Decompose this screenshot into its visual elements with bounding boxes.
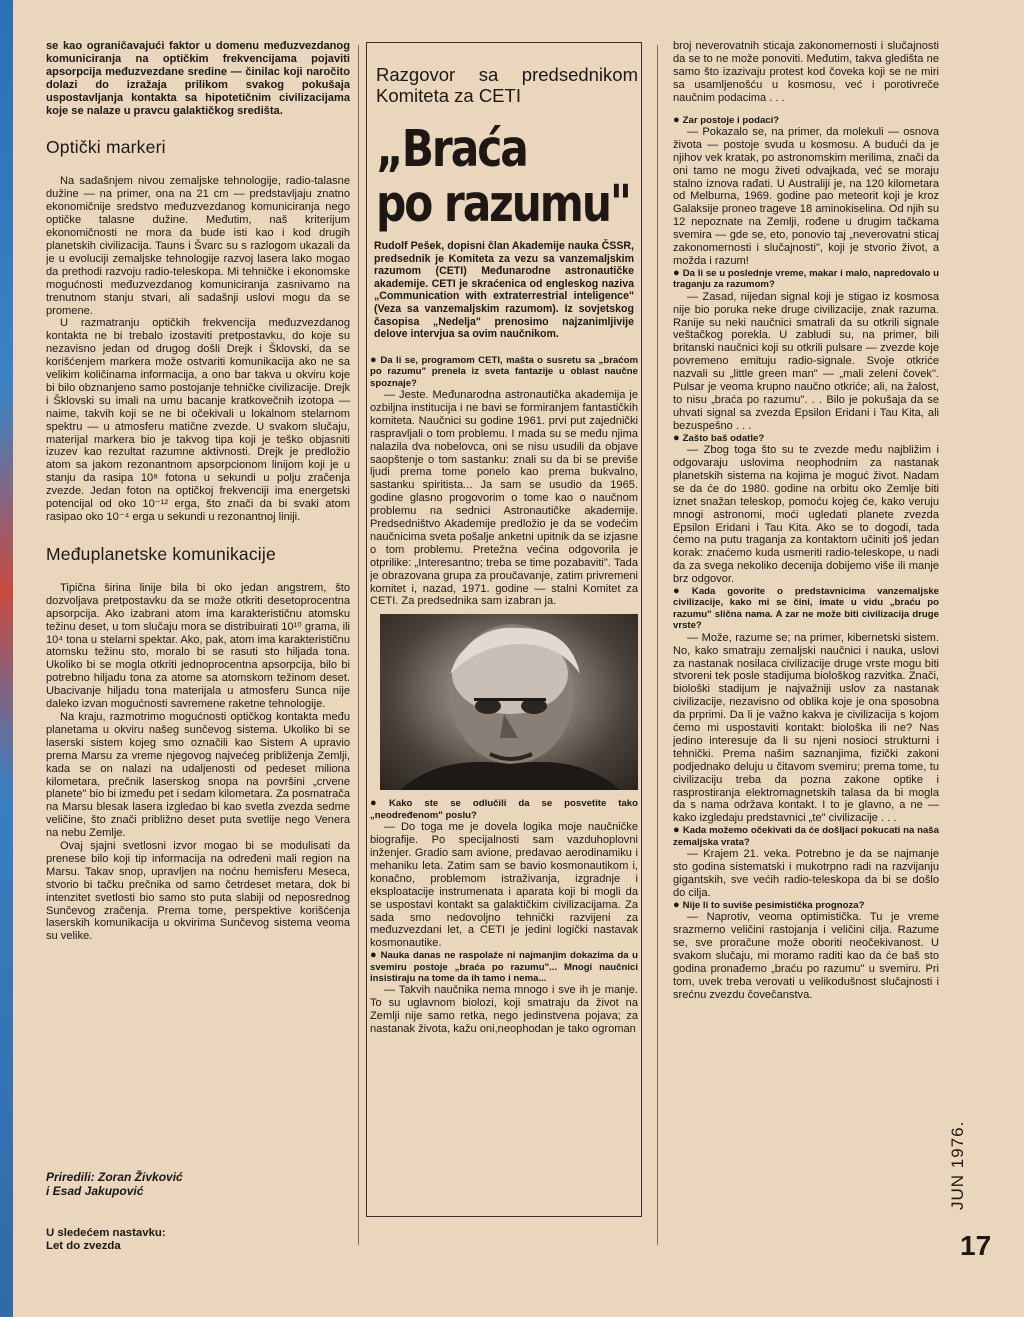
paragraph: U razmatranju optičkih frekvencija međuzvezdanog kontakta ne bi trebalo izostaviti pretpostavku, do koje su nezavisno jedan od drugog došli Drejk i Šklovski, da se korišćenjem markera može ostvariti komunikacija ako ne sa velikim količinama informacija, a ono bar takva u okviru koje bi bilo obznanjeno samo postojanje tehničke civilizacije. Drejk i Šklovski su imali na umu bacanje kratkovečnih izotopa — naime, takvih koji se ne bi očekivali u lokalnom stelarnom spektru — u atmosferu matične zvezde. U svakom slučaju, materijal markera bio je takvog tipa koji je teško objasniti izuzev kao rezultat razumne aktivnosti. Drejk je predložio atom sa jakom rezonantnom apsorpcionom linijom koji je u stanju da rasipa 10⁸ fotona u sekundi u polju zračenja zvezde. Jedan foton na optičkoj frekvenciji ima energetski potencijal od oko 10⁻¹² erga, što znači da bi svaki atom rasipao oko 10⁻⁴ erga u sekundi u rezonantnoj liniji. [46, 317, 350, 523]
question: ● Da li se u poslednje vreme, makar i malo, napredovalo u traganju za razumom? [673, 266, 939, 291]
section-heading-interplanetary: Međuplanetske komunikacije [46, 543, 276, 564]
answer: — Zasad, nijedan signal koji je stigao iz kosmosa nije bio poruka neke druge civilizacije, znak razuma. Ranije su neki naučnici smatrali da su otkrili signale veštačkog porekla. U zabludi su, na primer, bili britanski naučnici koji su otkrili pulsare — zvezde koje povremeno emituju radio-signale. Svoje otkriće nazvali su „little green man" — „mali zeleni čovek". Pulsar je veoma krupno naučno otkriće; ali, na žalost, to nisu „braća po razumu". . . Bilo je pokušaja da se uhvati signal sa zvezda Epsilon Eridani i Tau Kita, ali bezuspešno . . . [673, 290, 939, 432]
answer: — Naprotiv, veoma optimistička. Tu je vreme srazmerno veličini rastojanja i veličini cilja. Razume se, sve proračune može oboriti neočekivanost. U svakom slučaju, mi moramo raditi kao da će baš sto godina pronađemo „braću po razumu" u svemiru. Pri tom, uvek treba verovati u velikodušnost slučajnosti i srećnu zvezdu čovečanstva. [673, 911, 939, 1001]
column-left [46, 40, 350, 1280]
headline-line: „Braća [376, 120, 527, 179]
answer: — Takvih naučnika nema mnogo i sve ih je manje. To su uglavnom biolozi, koji smatraju da život na Zemlji nije samo retka, nego jedinstvena pojava; za nastanak života, kažu oni,neophodan je tako ogroman [370, 984, 638, 1036]
paragraph: se kao ograničavajući faktor u domenu međuzvezdanog komuniciranja na optičkim frekvencijama pojaviti apsorpcija međuzvezdane sredine — činilac koji naročito dolazi do izražaja prilikom svakog pokušaja uspostavljanja kontakta sa hipotetičnim civilizacijama koje se nalaze u pravcu galaktičkog središta. [46, 40, 350, 117]
bullet-icon: ● [673, 431, 680, 444]
author-credit [46, 1170, 346, 1198]
bullet-icon: ● [673, 113, 680, 126]
paragraph: Na kraju, razmotrimo mogućnosti optičkog kontakta među planetama u okviru našeg sunčevog sistema. Ukoliko bi se laserski sistem kojeg smo označili kao Sistem A upravio prema Marsu za vreme njegovog najvećeg približenja Zemlji, kada se on nalazi na udaljenosti od pedeset miliona kilometara, prečnik laserskog snopa na površini „crvene planete" bio bi između pet i sedam kilometara. Za posmatrača na Marsu blesak lasera izgledao bi kao svetla zvezda sedme veličine, što znači približno deset puta svetlije nego Venera na nebu Zemlje. [46, 710, 350, 840]
question: ● Nije li to suviše pesimistička prognoza? [673, 898, 865, 911]
question: ● Da li se, programom CETI, mašta o susretu sa „braćom po razumu" prenela iz sveta fantazije u oblast naučne spoznaje? [370, 353, 638, 389]
question: ● Kada govorite o predstavnicima vanzemaljske civilizacije, kako mi se čini, imate u vidu „braću po razumu" slična nama. A zar ne može biti civilizacija druge vrste? [673, 585, 939, 632]
paragraph: Na sadašnjem nivou zemaljske tehnologije, radio-talasne dužine — na primer, ona na 21 cm — predstavljaju znatno ekonomičnije sredstvo međuzvezdanog komuniciranja nego optičke talasne dužine. Međutim, naš kriterijum ekonomičnosti ne mora da bude isti kao i kod drugih planetskih civilizacija. Tauns i Švarc su s razlogom ukazali da je u evoluciji zemaljske tehnologije razvoj lasera lako mogao da prethodi razvoju radio-teleskopa. Mi tehničke i ekonomske mogućnosti međuzvezdanog komuniciranja zasnivamo na trenutnom stanju stvari, ali sadašnji uslovi mogu da se promene. [46, 175, 350, 317]
interview-title: Razgovor sa predsednikom Komiteta za CETI [376, 64, 638, 106]
credit-line: i Esad Jakupović [46, 1184, 144, 1198]
headline [376, 120, 630, 234]
bullet-icon: ● [370, 949, 378, 962]
issue-date: JUN 1976. [948, 1120, 967, 1210]
interview-intro: Rudolf Pešek, dopisni član Akademije nauka ČSSR, predsednik je Komiteta za vezu sa vanzemaljskim razumom (CETI) Međunarodne astronautičke akademije. CETI je skraćenica od engleskog naziva „Communication with extraterrestrial inteligence" (Veza sa vanzemaljskim razumom). Iz sovjetskog časopisa „Nedelja" prenosimo najzanimljivije delove intervjua sa ovim naučnikom. [374, 240, 634, 341]
bullet-icon: ● [673, 266, 680, 279]
bullet-icon: ● [370, 797, 386, 810]
column-interview [370, 40, 638, 1270]
page-number: 17 [960, 1230, 992, 1261]
section-heading-optical-markers: Optički markeri [46, 137, 166, 158]
portrait-photo [380, 614, 638, 790]
paragraph: Tipična širina linije bila bi oko jedan angstrem, što dozvoljava pretpostavku da se može otkriti desetoprocentna apsorpcija. Ako izabrani atom ima karakterističnu atomsku težinu deset, u tom slučaju mora se distribuirati 10¹⁰ grama, ili 10⁴ tona u stelarni spektar. Ako, pak, atom ima karakterističnu atomsku težinu sto, moralo bi se rasuti sto hiljada tona. Ukoliko bi se mogla otkriti jednoprocentna apsorpcija, bilo bi potrebno hiljadu tona za atome sa atomskom težinom deset. Ubacivanje hiljadu tona materijala u atmosferu Sunca nije daleko izvan mogućnosti savremene raketne tehnologije. [46, 581, 350, 711]
page-edge-strip [0, 0, 13, 1317]
bullet-icon: ● [673, 585, 689, 598]
column-divider [358, 45, 359, 1245]
next-installment-note [46, 1227, 346, 1253]
answer: — Zbog toga što su te zvezde među najbližim i odgovaraju uslovima neophodnim za nastanak planetskih sistema na kojima je moguć život. Nadam se da će do 1980. godine na orbitu oko Zemlje biti iznet snažan teleskop, pomoću kojeg će, kako veruju mnogi astronomi, moći ugledati planete zvezda Epsilon Eridani i Tau Kita. Ako se to dogodi, tada ćemo na putu traganja za kontaktom učiniti još jedan korak: znaćemo kuda usmeriti radio-teleskope, u nadi da za svega nekoliko decenija dobijemo više ili manje brz odgovor. [673, 444, 939, 586]
paragraph: Ovaj sjajni svetlosni izvor mogao bi se modulisati da prenese bilo koji tip informacija na određeni mali region na Marsu. Takav snop, upravljen na noćnu hemisferu Meseca, stvorio bi tačku prečnika od samo četrdeset metara, dok bi intenzitet svetlosti bio samo sto puta slabiji od neposrednog Sunčevog zračenja. Prema tome, perspektive korišćenja laserskih komunikacija u okvirima Sunčevog sistema veoma su velike. [46, 840, 350, 943]
bullet-icon: ● [673, 824, 680, 837]
answer: — Može, razume se; na primer, kibernetski sistem. No, kako smatraju zemaljski naučnici i nauka, uslovi za nastanak nosilaca civilizacije druge vrste mogu biti stvoreni tek posle stadijuma biološkog razvitka. Znači, biološki stadijum je najvažniji uslov za nastanak civilizacije, nezavisno od oblika koje je ona sposobna da prprimi. Da li je važno kakva je civilizacija s kojom ćemo mi uspostaviti kontakt: biološka ili ne? Nas jedino interesuje da li su njeni nosioci strukturni i tehnički. Prema našim saznanjima, fizički zakoni podjednako deluju u čitavom svemiru; prema tome, tu civilizaciju treba da pozna zakone optike i rasprostiranja elektromagnetskih talasa da bi mogla da s nama održava kontakt. I to je glavno, a ne — kako izgledaju predstavnici „te" civilizacije . . . [673, 631, 939, 825]
question: ● Nauka danas ne raspolaže ni najmanjim dokazima da u svemiru postoje „braća po razumu"... Mnogi naučnici insistiraju na tome da ih tamo i nema... [370, 949, 638, 985]
paragraph: broj neverovatnih sticaja zakonomernosti i slučajnosti da se to ne može ponoviti. Međutim, takva gledišta ne samo što izazivaju protest kod čoveka koji se ne miri sa usamljenošću u kosmosu, već i porotivreče naučnim podacima . . . [673, 40, 939, 104]
question: ● Kako ste se odlučili da se posvetite tako „neodređenom" poslu? [370, 797, 638, 821]
answer: — Krajem 21. veka. Potrebno je da se najmanje sto godina sistematski i mukotrpno radi na razvijanju gigantskih, sve većih radio-teleskopa da bi se došlo do cilja. [673, 848, 939, 899]
next-label: U sledećem nastavku: [46, 1227, 166, 1239]
column-right [673, 40, 939, 1270]
answer: — Jeste. Međunarodna astronautička akademija je ozbiljna institucija i ne bavi se formiranjem fantastičkih komiteta. Naučnici su godine 1961. prvi put zajednički raspravljali o tom problemu. I mada su se među njima nalazila dva nobelovca, oni se nisu usudili da objave saopštenje o tom sastanku: znali su da bi se previše ljudi prema tome ponelo kao prema bukvalno, sastanku spiritista... Ja sam se usudio da 1965. godine glasno progovorim o tome kao o naučnom problemu na sednici Astronautičke akademije. Predsedništvo Akademije predložio je da se vodećim naučnicima sveta pošalje anketni upitnik da se izjasne o tom problemu. Pretežna većina odgovorila je otprilike: „Interesantno; treba se time pozabaviti". Tada je obrazovana grupa za proučavanje, zatim privremeni komitet i, nazad, 1971. godine — stalni Komitet za CETI. Za predsednika sam izabran ja. [370, 388, 638, 608]
question: ● Kada možemo očekivati da će došljaci pokucati na našа zemaljska vrata? [673, 824, 939, 848]
bullet-icon: ● [370, 353, 378, 366]
credit-line: Priredili: Zoran Živković [46, 1170, 183, 1184]
column-divider [657, 45, 658, 1245]
answer: — Do toga me je dovela logika moje naučničke biografije. Po specijalnosti sam vazduhoplovni inženjer. Gradio sam avione, predavao aerodinamiku i mehaniku leta. Zatim sam se bavio kosmonautikom i, konačno, problemom istraživanja, izgradnje i eksploatacije instrumenata i aparata koji bi mogli da se uspostavi kontakt sa galaktičkim civilizacijama. Za sada smo nedovoljno tehnički razvijeni za međuzvezdani let, a CETI je jedini logički nastavak kosmonautike. [370, 821, 638, 950]
question: ● Zašto baš odatle? [673, 431, 765, 444]
bullet-icon: ● [673, 898, 680, 911]
next-title: Let do zvezda [46, 1240, 121, 1252]
question: ● Zar postoje i podaci? [673, 113, 780, 126]
headline-line: po razumu" [376, 175, 630, 234]
answer: — Pokazalo se, na primer, da molekuli — osnova života — postoje svuda u kosmosu. A budući da je njihov vek kratak, po astronomskim merilima, znači da oni tamo ne mogu živeti odvajkada, već se moraju stalno iznova rađati. U Australiji je, na 120 kilometara od Melburna, 1969. godine pao meteorit koji je kroz Galaksije proneo trageve 18 aminokiselina. Od njih su 12 nepoznate na Zemlji, rođene u drugim tačkama svemira — gde se, eto, ponovio taj „neverovatni sticaj zakonomernosti i slučajnosti", koji je stvorio život, a možda i razum! [673, 125, 939, 267]
